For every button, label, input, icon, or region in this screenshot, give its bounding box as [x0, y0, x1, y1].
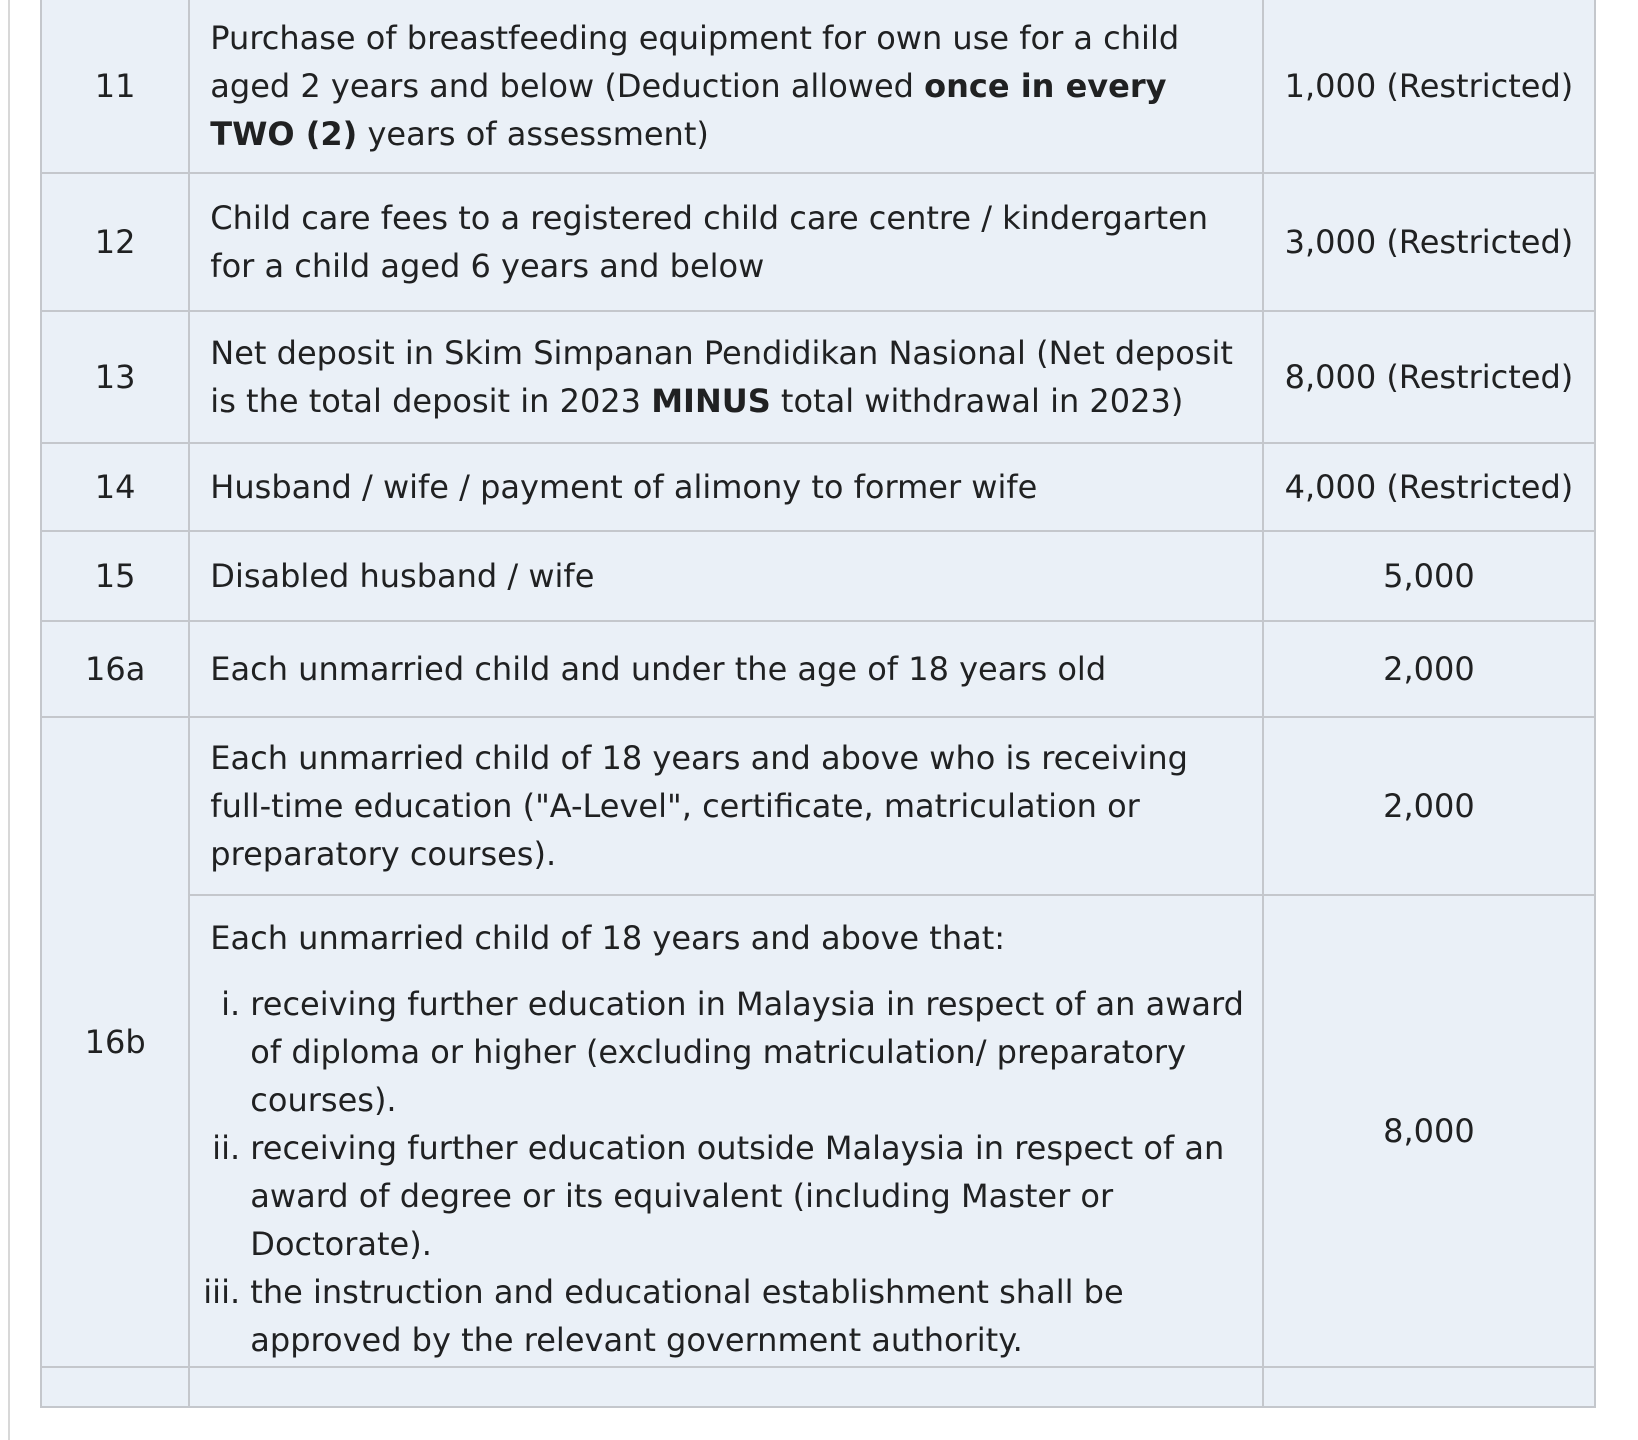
- row-amount: 8,000 (Restricted): [1263, 311, 1595, 443]
- row-number: 16b: [41, 717, 189, 1367]
- row-description: Net deposit in Skim Simpanan Pendidikan Nasional (Net deposit is the total deposit in 2023 MINUS total withdrawal in 2023): [189, 311, 1263, 443]
- row-description: Child care fees to a registered child care centre / kindergarten for a child aged 6 years and below: [189, 173, 1263, 311]
- table-row: [41, 717, 1595, 895]
- row-amount: 2,000: [1263, 717, 1595, 895]
- list-item: i. receiving further education in Malaysia in respect of an award of diploma or higher (excluding matriculation/ preparatory courses).: [250, 980, 1244, 1124]
- row-number: 15: [41, 531, 189, 621]
- row-description: Each unmarried child of 18 years and above who is receiving full-time education ("A-Level", certificate, matriculation or preparatory courses).: [189, 717, 1263, 895]
- row-description: Husband / wife / payment of alimony to former wife: [189, 443, 1263, 531]
- list-item: ii. receiving further education outside Malaysia in respect of an award of degree or its equivalent (including Master or Doctorate).: [250, 1124, 1244, 1268]
- row-description: Disabled husband / wife: [189, 531, 1263, 621]
- list-item: iii. the instruction and educational establishment shall be approved by the relevant government authority.: [250, 1268, 1244, 1364]
- row-number: 11: [41, 0, 189, 173]
- table-row: [41, 621, 1595, 717]
- condition-list: [210, 980, 1244, 1364]
- table-row: [41, 895, 1595, 1367]
- left-border: [8, 0, 10, 1440]
- row-description: Purchase of breastfeeding equipment for own use for a child aged 2 years and below (Deduction allowed once in every TWO (2) years of assessment): [189, 0, 1263, 173]
- row-amount: 1,000 (Restricted): [1263, 0, 1595, 173]
- row-amount: 2,000: [1263, 621, 1595, 717]
- table-row: [41, 531, 1595, 621]
- tax-relief-table: [40, 0, 1596, 1408]
- row-description: [189, 895, 1263, 1367]
- table-row: [41, 173, 1595, 311]
- row-number: 14: [41, 443, 189, 531]
- row-number: 16a: [41, 621, 189, 717]
- row-amount: 4,000 (Restricted): [1263, 443, 1595, 531]
- table-row: [41, 1367, 1595, 1407]
- row-description: Each unmarried child and under the age of 18 years old: [189, 621, 1263, 717]
- row-amount: 3,000 (Restricted): [1263, 173, 1595, 311]
- table-row: [41, 0, 1595, 173]
- row-amount: 5,000: [1263, 531, 1595, 621]
- row-number: 12: [41, 173, 189, 311]
- list-intro: Each unmarried child of 18 years and above that:: [210, 919, 1006, 957]
- table-row: [41, 443, 1595, 531]
- row-amount: 8,000: [1263, 895, 1595, 1367]
- row-number: 13: [41, 311, 189, 443]
- table-row: [41, 311, 1595, 443]
